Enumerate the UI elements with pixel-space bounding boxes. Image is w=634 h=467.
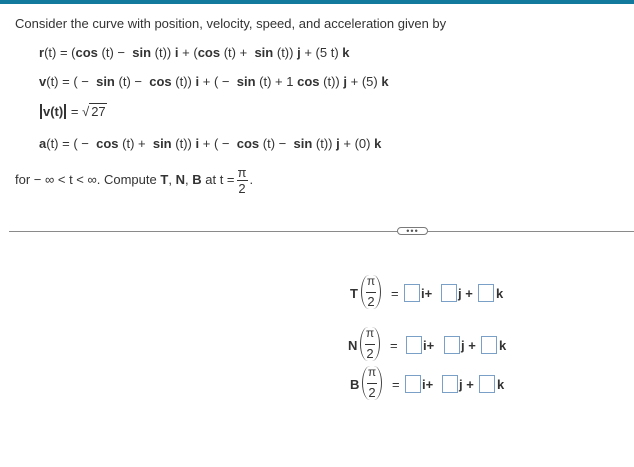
- top-accent-bar: [0, 0, 634, 4]
- acceleration-equation: a(t) = ( − cos (t) + sin (t)) i + ( − cos (t) − sin (t)) j + (0) k: [39, 136, 382, 151]
- normal-j-input[interactable]: [444, 336, 460, 354]
- binormal-k-input[interactable]: [479, 375, 495, 393]
- sqrt-expression: [82, 104, 107, 119]
- normal-answer-row: N π 2 = i+ j + k: [348, 326, 507, 361]
- speed-value: 27: [91, 104, 106, 119]
- tangent-i-input[interactable]: [404, 284, 420, 302]
- tangent-j-input[interactable]: [441, 284, 457, 302]
- binormal-label: B: [350, 377, 360, 392]
- a-symbol: a: [39, 136, 47, 151]
- t-value-fraction: $\frac{\pi}{2}$: [237, 165, 247, 196]
- tangent-answer-row: T π 2 = i+ j + k: [350, 274, 504, 309]
- tangent-k-input[interactable]: [478, 284, 494, 302]
- v-symbol: v: [39, 74, 47, 89]
- expand-ellipsis-button[interactable]: •••: [397, 227, 428, 235]
- tangent-label: T: [350, 286, 358, 301]
- section-divider: [9, 231, 634, 232]
- problem-intro: Consider the curve with position, velocity, speed, and acceleration given by: [15, 16, 447, 31]
- speed-lhs: v(t): [43, 104, 64, 119]
- domain-and-question: for − ∞ < t < ∞. Compute T, N, B at t = $\frac{\pi}{2}$ .: [15, 165, 254, 196]
- binormal-j-input[interactable]: [442, 375, 458, 393]
- velocity-equation: v(t) = ( − sin (t) − cos (t)) i + ( − sin (t) + 1 cos (t)) j + (5) k: [39, 74, 389, 89]
- norm-bar-right: [65, 104, 66, 119]
- normal-label: N: [348, 338, 358, 353]
- normal-k-input[interactable]: [481, 336, 497, 354]
- position-equation: r(t) = (cos (t) − sin (t)) i + (cos (t) + sin (t)) j + (5 t) k: [39, 45, 350, 60]
- speed-equation: v(t) = √ 27: [39, 104, 107, 119]
- r-symbol: r: [39, 45, 45, 60]
- normal-i-input[interactable]: [406, 336, 422, 354]
- binormal-answer-row: B π 2 = i+ j + k: [350, 365, 505, 400]
- binormal-i-input[interactable]: [405, 375, 421, 393]
- radical-sign: √: [82, 104, 90, 119]
